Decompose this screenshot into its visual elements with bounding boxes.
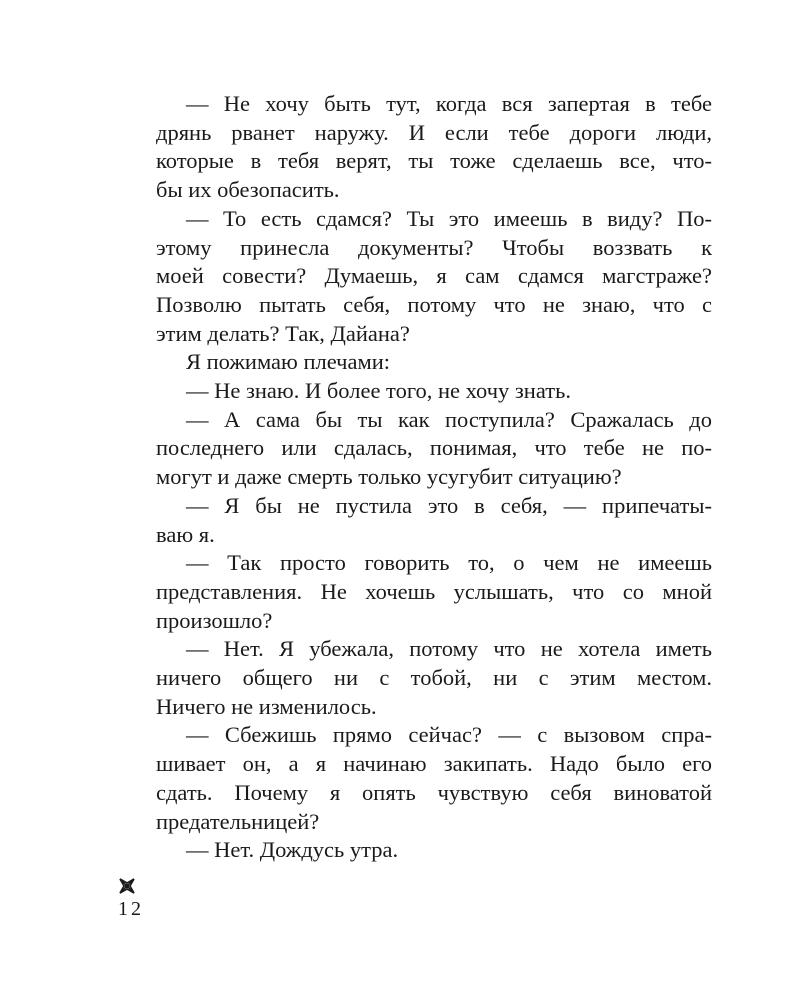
text-line: представления. Не хочешь услышать, что со мной: [156, 578, 712, 604]
text-line: — То есть сдамся? Ты это имеешь в виду? По-: [186, 205, 712, 231]
text-line: — Сбежишь прямо сейчас? — с вызовом спра-: [186, 722, 712, 748]
text-line: ничего общего ни с тобой, ни с этим местом.: [156, 665, 712, 691]
text-line: последнего или сдалась, понимая, что тебе не по-: [156, 435, 712, 461]
body-text: [156, 90, 712, 865]
ornament-icon: [118, 877, 136, 895]
text-line: этим делать? Так, Дайана?: [156, 320, 410, 346]
text-line: бы их обезопасить.: [156, 177, 340, 203]
text-line: — Я бы не пустила это в себя, — припечаты-: [186, 492, 712, 518]
text-line: предательницей?: [156, 808, 320, 834]
text-line: Позволю пытать себя, потому что не знаю, что с: [156, 291, 712, 317]
text-line: Ничего не изменилось.: [156, 693, 377, 719]
text-line: моей совести? Думаешь, я сам сдамся магстраже?: [156, 263, 712, 289]
text-line: — Нет. Я убежала, потому что не хотела иметь: [186, 636, 712, 662]
text-line: сдать. Почему я опять чувствую себя виноватой: [156, 779, 712, 805]
text-line: ваю я.: [156, 521, 215, 547]
text-line: Я пожимаю плечами:: [186, 349, 390, 375]
text-line: этому принесла документы? Чтобы воззвать к: [156, 234, 712, 260]
text-line: могут и даже смерть только усугубит ситуацию?: [156, 464, 622, 490]
text-line: произошло?: [156, 607, 273, 633]
text-line: — А сама бы ты как поступила? Сражалась до: [186, 406, 712, 432]
text-line: — Не знаю. И более того, не хочу знать.: [186, 378, 571, 404]
page-number: 12: [118, 898, 144, 920]
text-line: которые в тебя верят, ты тоже сделаешь все, что-: [156, 148, 712, 174]
text-line: — Нет. Дождусь утра.: [186, 837, 399, 863]
text-line: — Так просто говорить то, о чем не имеешь: [186, 550, 712, 576]
text-line: — Не хочу быть тут, когда вся запертая в тебе: [186, 91, 712, 116]
text-line: шивает он, а я начинаю закипать. Надо было его: [156, 751, 712, 777]
text-line: дрянь рванет наружу. И если тебе дороги люди,: [156, 119, 712, 145]
